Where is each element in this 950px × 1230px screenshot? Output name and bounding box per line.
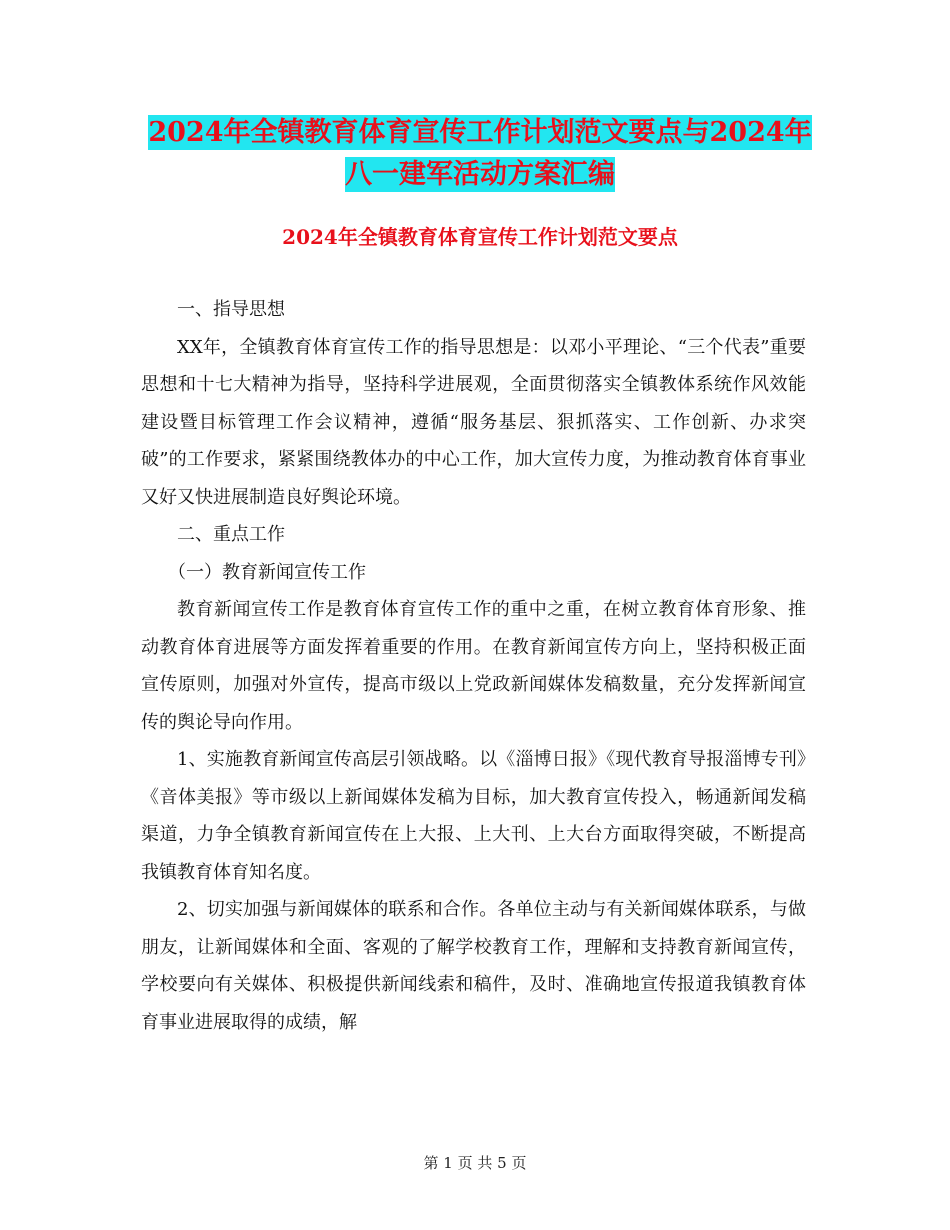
section-title: 2024年全镇教育体育宣传工作计划范文要点	[282, 225, 678, 249]
page-footer: 第 1 页 共 5 页	[423, 1154, 527, 1172]
heading-key-work: 二、重点工作	[177, 524, 285, 545]
document-title	[140, 112, 820, 196]
paragraph-item-1: 1、实施教育新闻宣传高层引领战略。以《淄博日报》《现代教育导报淄博专刊》《音体美报》等市级以上新闻媒体发稿为目标，加大教育宣传投入，畅通新闻发稿渠道，力争全镇教育新闻宣传在上大报、上大刊、上大台方面取得突破，不断提高我镇教育体育知名度。	[141, 749, 806, 883]
subheading-news-publicity: （一）教育新闻宣传工作	[168, 561, 366, 583]
paragraph-guiding-ideology: XX年，全镇教育体育宣传工作的指导思想是：以邓小平理论、“三个代表”重要思想和十七大精神为指导，坚持科学进展观，全面贯彻落实全镇教体系统作风效能建设暨目标管理工作会议精神，遵循“服务基层、狠抓落实、工作创新、办求突破”的工作要求，紧紧围绕教体办的中心工作，加大宣传力度，为推动教育体育事业又好又快进展制造良好舆论环境。	[141, 336, 806, 508]
heading-guiding-ideology: 一、指导思想	[177, 299, 285, 320]
paragraph-news-publicity: 教育新闻宣传工作是教育体育宣传工作的重中之重，在树立教育体育形象、推动教育体育进展等方面发挥着重要的作用。在教育新闻宣传方向上，坚持积极正面宣传原则，加强对外宣传，提高市级以上党政新闻媒体发稿数量，充分发挥新闻宣传的舆论导向作用。	[141, 599, 806, 733]
document-body	[141, 291, 806, 1041]
paragraph-item-2: 2、切实加强与新闻媒体的联系和合作。各单位主动与有关新闻媒体联系，与做朋友，让新闻媒体和全面、客观的了解学校教育工作，理解和支持教育新闻宣传，学校要向有关媒体、积极提供新闻线索和稿件，及时、准确地宣传报道我镇教育体育事业进展取得的成绩，解	[141, 899, 806, 1033]
document-title-line2: 八一建军活动方案汇编	[345, 159, 615, 190]
document-title-line1: 2024年全镇教育体育宣传工作计划范文要点与2024年	[148, 117, 812, 148]
